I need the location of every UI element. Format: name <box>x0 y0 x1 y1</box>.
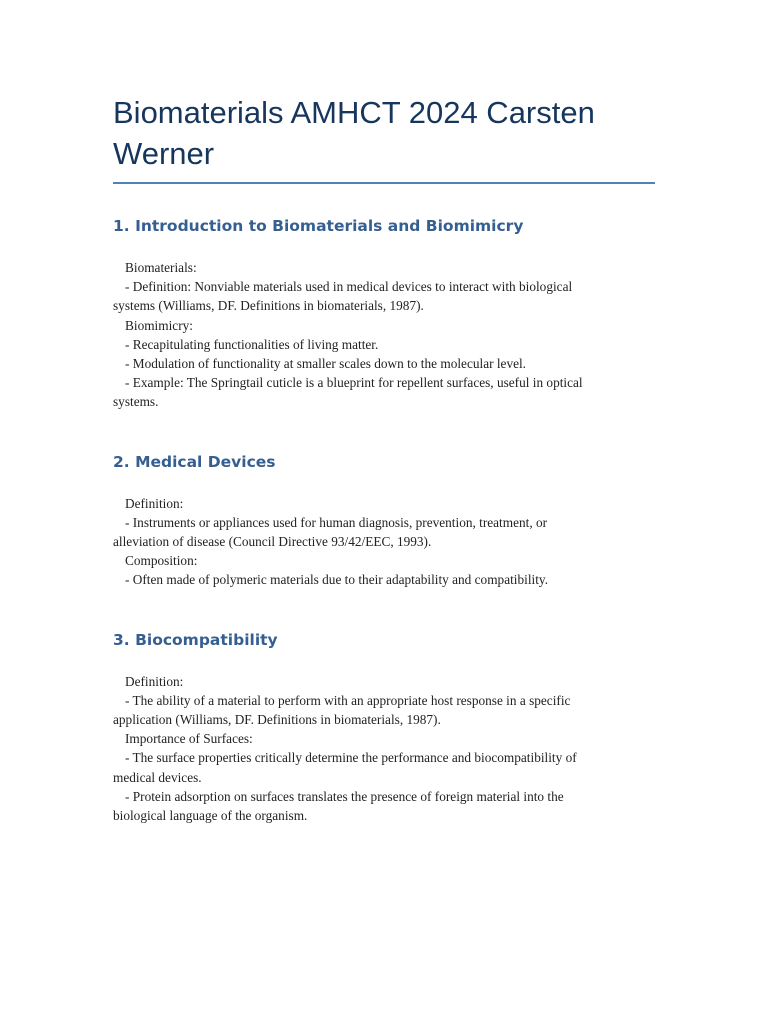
section-medical-devices <box>113 450 655 590</box>
section-body <box>113 672 655 826</box>
body-line: - Protein adsorption on surfaces translates the presence of foreign material into the <box>125 788 564 804</box>
section-heading: 3. Biocompatibility <box>113 630 278 649</box>
body-line: medical devices. <box>113 769 202 785</box>
body-line: systems (Williams, DF. Definitions in biomaterials, 1987). <box>113 298 424 314</box>
section-introduction <box>113 214 655 412</box>
section-heading: 2. Medical Devices <box>113 452 276 471</box>
section-biocompatibility <box>113 628 655 826</box>
body-line: - Modulation of functionality at smaller scales down to the molecular level. <box>125 356 527 372</box>
section-body <box>113 258 655 412</box>
body-line: Composition: <box>125 553 198 569</box>
body-line: Importance of Surfaces: <box>125 731 253 747</box>
body-line: Biomimicry: <box>125 317 193 333</box>
body-line: biological language of the organism. <box>113 808 308 824</box>
section-body <box>113 494 655 590</box>
section-heading: 1. Introduction to Biomaterials and Biomimicry <box>113 217 524 235</box>
body-line: Definition: <box>125 673 184 689</box>
body-line: systems. <box>113 394 159 410</box>
body-line: - Instruments or appliances used for human diagnosis, prevention, treatment, or <box>125 514 548 530</box>
body-line: Biomaterials: <box>125 260 197 275</box>
body-line: - Recapitulating functionalities of living matter. <box>125 336 379 352</box>
body-line: - Example: The Springtail cuticle is a blueprint for repellent surfaces, useful in optical <box>125 375 583 391</box>
body-line: alleviation of disease (Council Directive 93/42/EEC, 1993). <box>113 534 432 550</box>
document-page <box>113 92 655 863</box>
body-line: Definition: <box>125 495 184 511</box>
body-line: - The ability of a material to perform with an appropriate host response in a specific <box>125 692 571 708</box>
body-line: application (Williams, DF. Definitions in biomaterials, 1987). <box>113 712 441 728</box>
body-line: - The surface properties critically determine the performance and biocompatibility of <box>125 750 577 766</box>
title-divider <box>113 182 655 184</box>
body-line: - Often made of polymeric materials due to their adaptability and compatibility. <box>125 572 549 588</box>
document-title: Biomaterials AMHCT 2024 Carsten Werner <box>113 95 595 171</box>
body-line: - Definition: Nonviable materials used in medical devices to interact with biological <box>125 279 573 295</box>
